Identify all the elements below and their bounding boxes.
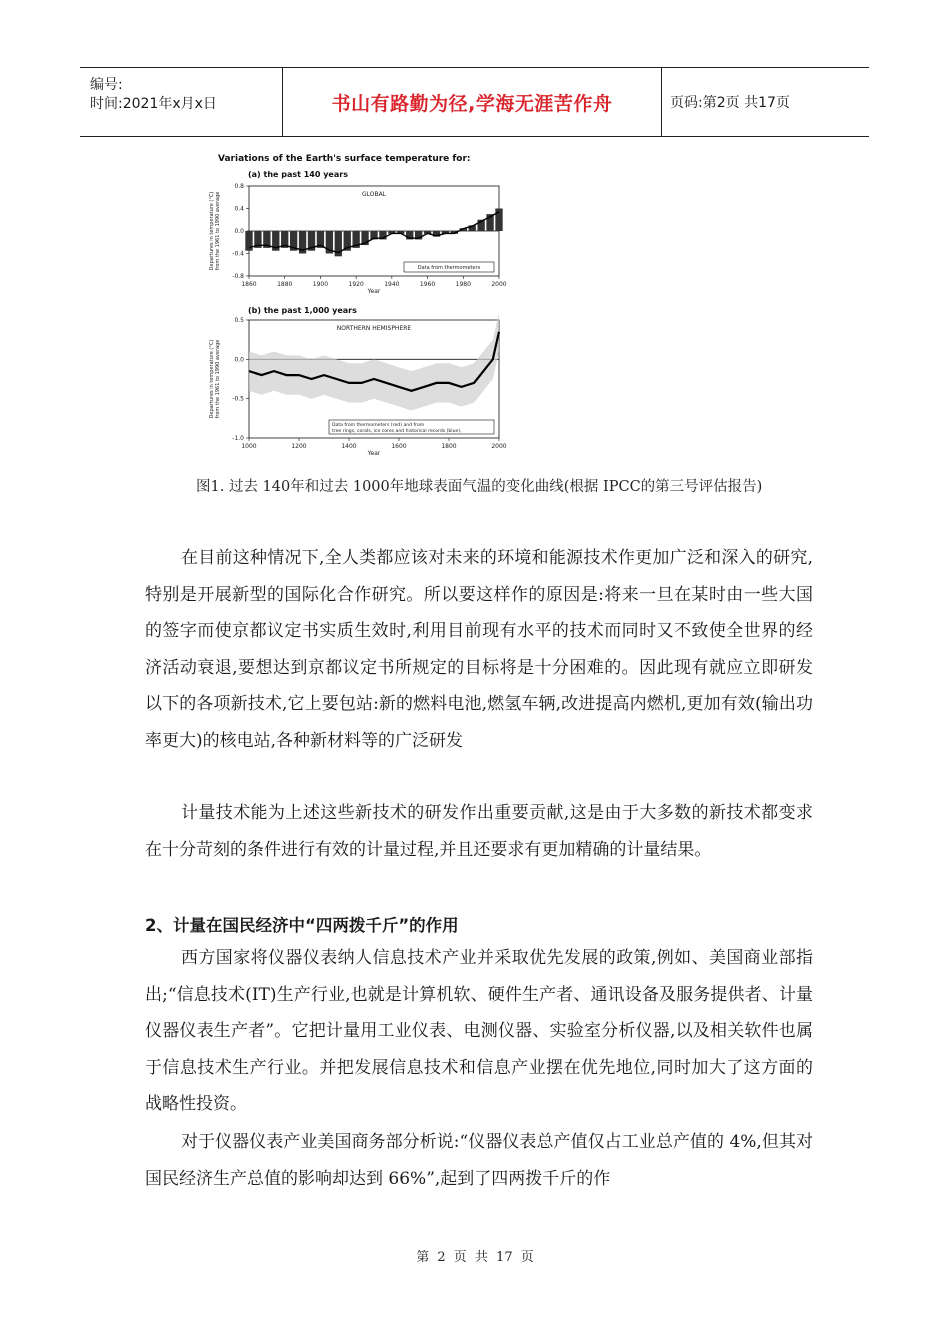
x-tick-label: 1900 [312,281,329,288]
x-tick-label: 1940 [384,281,400,288]
x-tick-label: 2000 [491,281,507,288]
region-label: GLOBAL [361,191,387,198]
y-tick-label: 0.5 [234,317,244,324]
y-tick-label: -1.0 [232,435,244,442]
chart-panel-b [205,312,505,462]
x-tick-label: 1200 [291,443,307,450]
y-tick-label: -0.4 [232,250,244,258]
y-tick-label: -0.5 [232,395,244,403]
x-axis-label: Year [367,288,381,295]
section-heading: 2、计量在国民经济中“四两拨千斤”的作用 [145,916,459,935]
x-axis-label: Year [367,450,381,457]
x-tick-label: 1000 [241,443,257,450]
figure-caption: 图1. 过去 140年和过去 1000年地球表面气温的变化曲线(根据 IPCC的第三号评估报告) [196,479,763,495]
y-tick-label: 0.0 [234,228,244,235]
number-label: 编号: [90,77,123,93]
y-tick-label: 0.0 [234,356,244,364]
x-tick-label: 1920 [348,281,364,288]
x-tick-label: 1980 [455,281,471,288]
figure-title: Variations of the Earth's surface temperature for: [218,154,471,164]
chart-panel-a [205,178,505,300]
x-tick-label: 1860 [241,281,257,288]
legend-text-2: tree rings, corals, ice cores and historical records (blue). [332,429,462,434]
page-header [80,67,869,137]
paragraph-2: 计量技术能为上述这些新技术的研发作出重要贡献,这是由于大多数的新技术都变求在十分苛刻的条件进行有效的计量过程,并且还要求有更加精确的计量结果。 [145,803,813,860]
panel-b-label: (b) the past 1,000 years [248,306,357,315]
header-meta-cell [80,68,283,136]
paragraph-1: 在目前这种情况下,全人类都应该对未来的环境和能源技术作更加广泛和深入的研究,特别是开展新型的国际化合作研究。所以要这样作的原因是:将来一旦在某时由一些大国的签字而使京都议定书实质生效时,利用目前现有水平的技术而同时又不致使全世界的经济活动衰退,要想达到京都议定书所规定的目标将是十分困难的。因此现有就应立即研发以下的各项新技术,它上要包站:新的燃料电池,燃氢车辆,改进提高内燃机,更加有效(输出功率更大)的核电站,各种新材料等的广泛研发 [145,548,813,751]
paragraph-4: 对于仪器仪表产业美国商务部分析说:“仪器仪表总产值仅占工业总产值的 4%,但其对国民经济生产总值的影响却达到 66%”,起到了四两拨千斤的作 [145,1132,813,1189]
y-axis-label: Departures in temperature (°C) [209,191,215,271]
y-tick-label: -0.8 [232,273,244,280]
page-footer: 第 2 页 共 17 页 [416,1250,534,1265]
paragraph-3: 西方国家将仪器仪表纳人信息技术产业并采取优先发展的政策,例如、美国商业部指出;“信息技术(IT)生产行业,也就是计算机软、硬件生产者、通讯设备及服务提供者、计量仪器仪表生产者”。它把计量用工业仪表、电测仪器、实验室分析仪器,以及相关软件也属于信息技术生产行业。并把发展信息技术和信息产业摆在优先地位,同时加大了这方面的战略性投资。 [145,948,813,1114]
y-axis-label-2: from the 1961 to 1990 average [215,191,221,271]
x-tick-label: 1600 [391,443,407,450]
legend-text: Data from thermometers (red) and from [332,423,425,428]
legend-text: Data from thermometers [417,265,481,271]
x-tick-label: 1800 [441,443,457,450]
y-axis-label-2: from the 1961 to 1990 average [215,339,221,419]
y-axis-label: Departures in temperature (°C) [209,339,215,419]
x-tick-label: 2000 [491,443,507,450]
panel-a-label: (a) the past 140 years [248,170,348,179]
y-tick-label: 0.8 [234,183,244,190]
x-tick-label: 1880 [277,281,293,288]
region-label: NORTHERN HEMISPHERE [336,325,412,332]
y-tick-label: 0.4 [234,205,244,213]
x-tick-label: 1400 [341,443,357,450]
header-page-number: 页码:第2页 共17页 [670,95,790,111]
x-tick-label: 1960 [419,281,436,288]
date-label: 时间:2021年x月x日 [90,96,217,112]
header-motto: 书山有路勤为径,学海无涯苦作舟 [283,68,662,136]
